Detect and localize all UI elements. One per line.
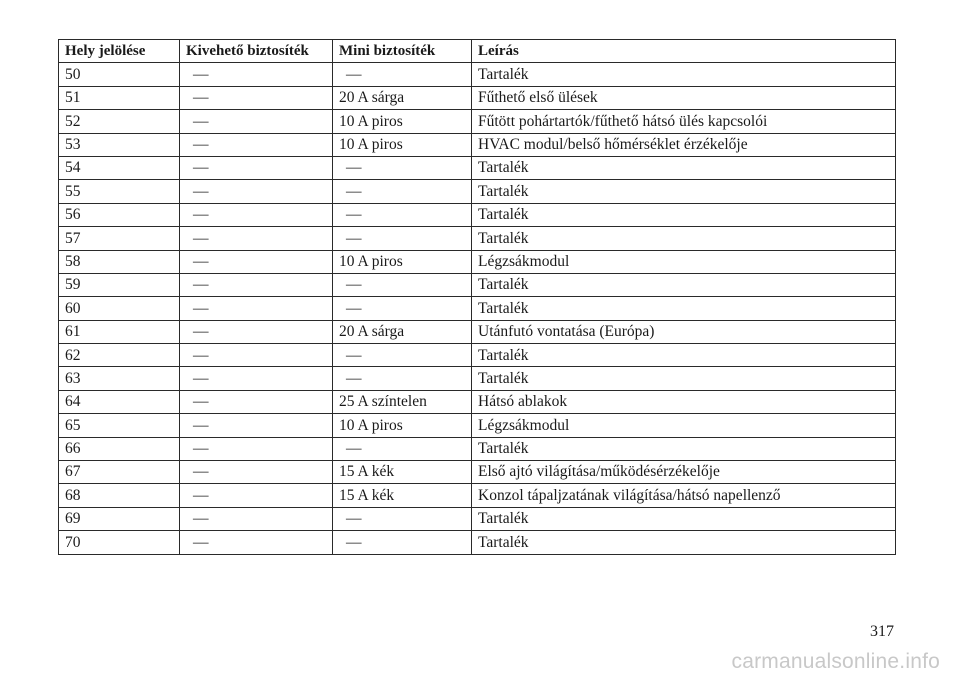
cell-cartridge-fuse: — [180, 227, 333, 250]
cell-mini-fuse: 15 A kék [333, 461, 472, 484]
cell-location: 59 [59, 273, 180, 296]
cell-location: 70 [59, 531, 180, 554]
cell-cartridge-fuse: — [180, 203, 333, 226]
cell-location: 57 [59, 227, 180, 250]
cell-location: 52 [59, 110, 180, 133]
cell-cartridge-fuse: — [180, 484, 333, 507]
cell-cartridge-fuse: — [180, 344, 333, 367]
table-row [59, 414, 896, 437]
table-row [59, 110, 896, 133]
table-row [59, 507, 896, 530]
cell-description: Tartalék [472, 531, 896, 554]
cell-location: 56 [59, 203, 180, 226]
header-row [59, 40, 896, 63]
table-row [59, 461, 896, 484]
table-row [59, 437, 896, 460]
cell-description: Tartalék [472, 437, 896, 460]
table-row [59, 367, 896, 390]
cell-location: 53 [59, 133, 180, 156]
cell-location: 66 [59, 437, 180, 460]
cell-description: HVAC modul/belső hőmérséklet érzékelője [472, 133, 896, 156]
cell-cartridge-fuse: — [180, 531, 333, 554]
cell-mini-fuse: — [333, 180, 472, 203]
cell-mini-fuse: 10 A piros [333, 414, 472, 437]
cell-mini-fuse: 10 A piros [333, 250, 472, 273]
table-row [59, 86, 896, 109]
table-row [59, 320, 896, 343]
cell-location: 58 [59, 250, 180, 273]
cell-location: 69 [59, 507, 180, 530]
cell-location: 51 [59, 86, 180, 109]
cell-description: Tartalék [472, 203, 896, 226]
cell-description: Fűthető első ülések [472, 86, 896, 109]
header-description: Leírás [472, 40, 896, 63]
cell-description: Fűtött pohártartók/fűthető hátsó ülés kapcsolói [472, 110, 896, 133]
cell-mini-fuse: 10 A piros [333, 133, 472, 156]
page-number: 317 [870, 623, 894, 640]
table-row [59, 531, 896, 554]
cell-cartridge-fuse: — [180, 414, 333, 437]
cell-location: 61 [59, 320, 180, 343]
cell-mini-fuse: 20 A sárga [333, 320, 472, 343]
cell-description: Tartalék [472, 367, 896, 390]
cell-location: 62 [59, 344, 180, 367]
cell-description: Tartalék [472, 180, 896, 203]
cell-mini-fuse: 10 A piros [333, 110, 472, 133]
cell-mini-fuse: 25 A színtelen [333, 390, 472, 413]
fuse-table-header [59, 40, 896, 63]
table-row [59, 63, 896, 86]
cell-description: Tartalék [472, 507, 896, 530]
header-cartridge-fuse: Kivehető biztosíték [180, 40, 333, 63]
cell-cartridge-fuse: — [180, 461, 333, 484]
cell-location: 65 [59, 414, 180, 437]
cell-description: Hátsó ablakok [472, 390, 896, 413]
cell-mini-fuse: — [333, 273, 472, 296]
cell-cartridge-fuse: — [180, 110, 333, 133]
fuse-table-body [59, 63, 896, 554]
cell-description: Tartalék [472, 297, 896, 320]
cell-description: Tartalék [472, 63, 896, 86]
cell-description: Légzsákmodul [472, 414, 896, 437]
cell-cartridge-fuse: — [180, 367, 333, 390]
cell-location: 63 [59, 367, 180, 390]
table-row [59, 484, 896, 507]
cell-mini-fuse: — [333, 156, 472, 179]
cell-description: Utánfutó vontatása (Európa) [472, 320, 896, 343]
table-row [59, 180, 896, 203]
cell-location: 55 [59, 180, 180, 203]
cell-cartridge-fuse: — [180, 63, 333, 86]
table-row [59, 297, 896, 320]
cell-location: 68 [59, 484, 180, 507]
header-mini-fuse: Mini biztosíték [333, 40, 472, 63]
cell-description: Első ajtó világítása/működésérzékelője [472, 461, 896, 484]
cell-description: Konzol tápaljzatának világítása/hátsó napellenző [472, 484, 896, 507]
cell-cartridge-fuse: — [180, 437, 333, 460]
cell-cartridge-fuse: — [180, 156, 333, 179]
cell-cartridge-fuse: — [180, 390, 333, 413]
cell-location: 54 [59, 156, 180, 179]
cell-cartridge-fuse: — [180, 507, 333, 530]
cell-location: 64 [59, 390, 180, 413]
cell-location: 50 [59, 63, 180, 86]
cell-cartridge-fuse: — [180, 273, 333, 296]
cell-mini-fuse: 20 A sárga [333, 86, 472, 109]
cell-mini-fuse: — [333, 437, 472, 460]
cell-mini-fuse: — [333, 227, 472, 250]
cell-mini-fuse: — [333, 63, 472, 86]
fuse-table [58, 39, 896, 555]
table-row [59, 250, 896, 273]
cell-mini-fuse: — [333, 507, 472, 530]
table-row [59, 344, 896, 367]
cell-cartridge-fuse: — [180, 86, 333, 109]
cell-cartridge-fuse: — [180, 297, 333, 320]
cell-description: Tartalék [472, 344, 896, 367]
cell-location: 67 [59, 461, 180, 484]
table-row [59, 390, 896, 413]
header-location: Hely jelölése [59, 40, 180, 63]
cell-mini-fuse: 15 A kék [333, 484, 472, 507]
cell-mini-fuse: — [333, 531, 472, 554]
cell-mini-fuse: — [333, 203, 472, 226]
cell-mini-fuse: — [333, 367, 472, 390]
watermark-text: carmanualsonline.info [731, 650, 940, 673]
table-row [59, 133, 896, 156]
cell-description: Légzsákmodul [472, 250, 896, 273]
table-row [59, 156, 896, 179]
table-row [59, 227, 896, 250]
table-row [59, 273, 896, 296]
cell-cartridge-fuse: — [180, 250, 333, 273]
cell-cartridge-fuse: — [180, 133, 333, 156]
cell-description: Tartalék [472, 273, 896, 296]
cell-description: Tartalék [472, 227, 896, 250]
cell-cartridge-fuse: — [180, 180, 333, 203]
cell-mini-fuse: — [333, 344, 472, 367]
cell-location: 60 [59, 297, 180, 320]
table-row [59, 203, 896, 226]
cell-cartridge-fuse: — [180, 320, 333, 343]
cell-description: Tartalék [472, 156, 896, 179]
cell-mini-fuse: — [333, 297, 472, 320]
